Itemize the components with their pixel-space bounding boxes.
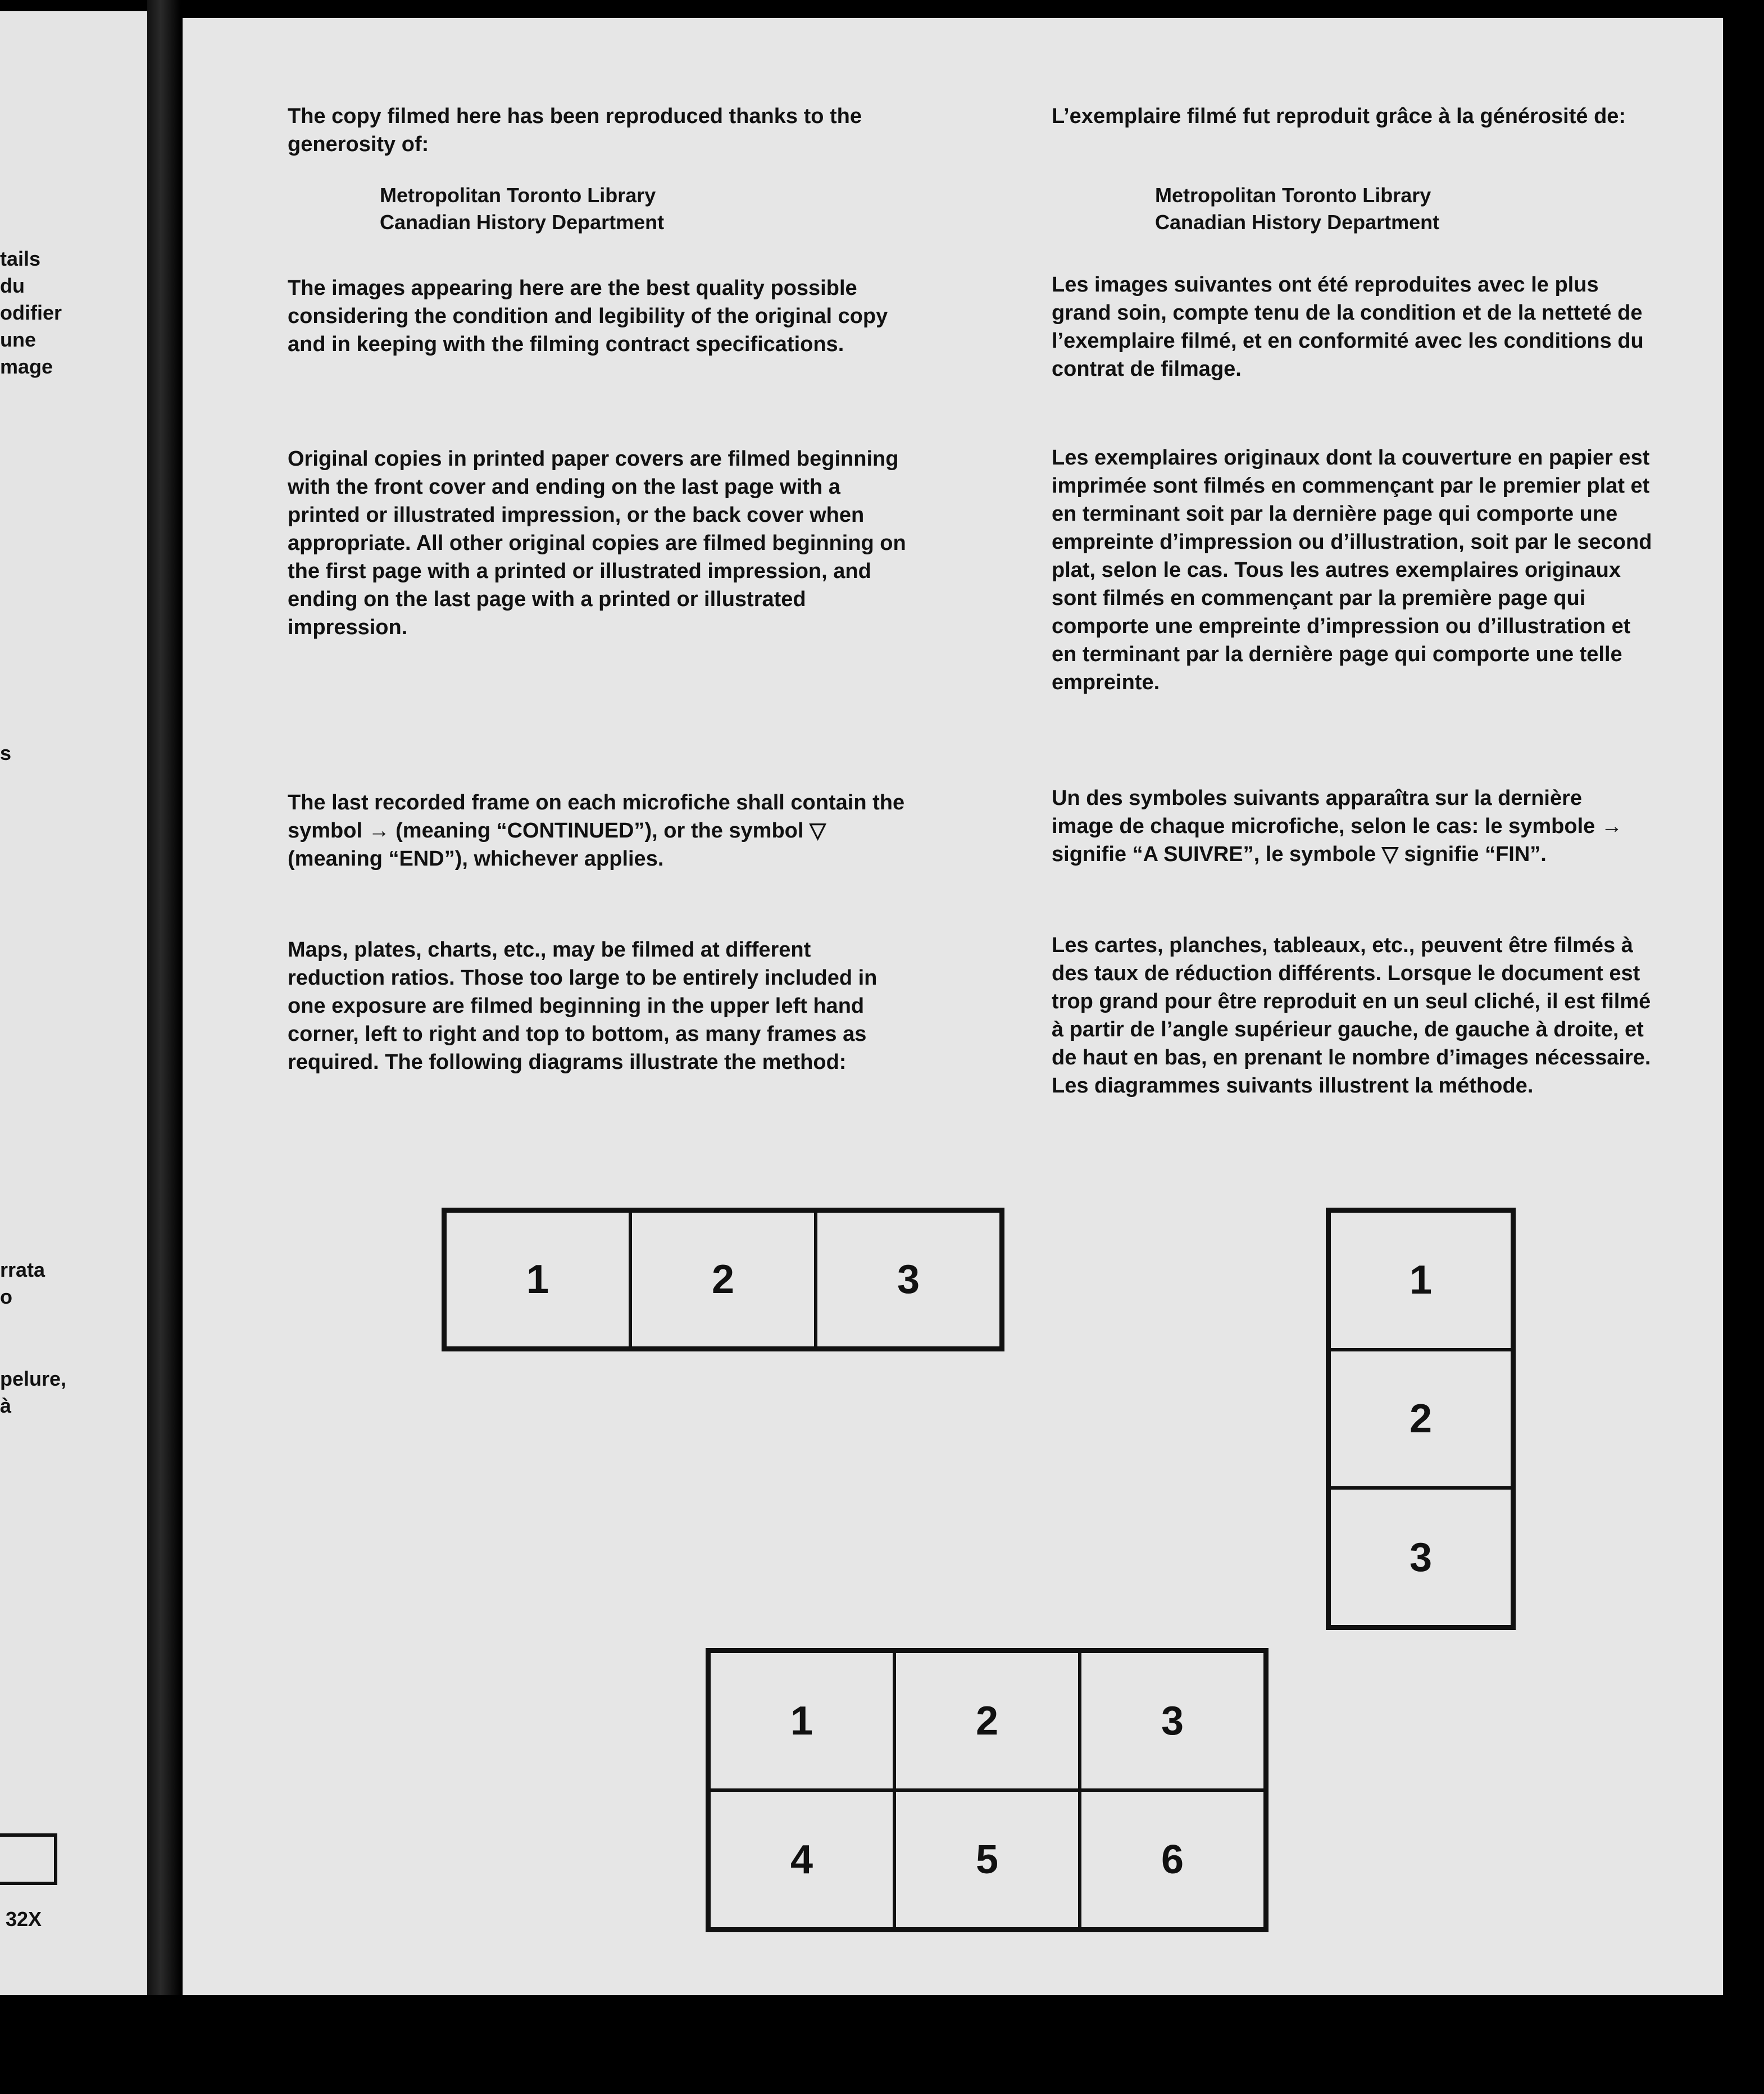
edge-fragment: rrata xyxy=(0,1258,46,1281)
frame-cell: 4 xyxy=(709,1790,894,1929)
french-symbol-paragraph: Un des symboles suivants apparaîtra sur la dernière image de chaque microfiche, selon le cas: le symbole → signifie “A SUIVRE”, le symbole ▽ signifie “FIN”. xyxy=(1052,786,1622,866)
frame-cell: 2 xyxy=(894,1651,1080,1790)
frame-cell: 3 xyxy=(816,1211,1001,1348)
edge-fragment: tails xyxy=(0,247,41,270)
frame-border-right xyxy=(1723,0,1764,2094)
edge-fragment: mage xyxy=(0,355,53,378)
edge-fragment: du xyxy=(0,274,25,297)
diagram-column-frames xyxy=(1326,1208,1516,1630)
frame-border-bottom xyxy=(0,1995,1764,2094)
frame-cell: 1 xyxy=(1329,1211,1512,1350)
english-library: Metropolitan Toronto Library Canadian History Department xyxy=(380,184,665,234)
english-quality-paragraph: The images appearing here are the best quality possible considering the condition and legibility of the original copy and in keeping with the filming contract specifications. xyxy=(288,276,888,356)
frame-cell: 1 xyxy=(445,1211,630,1348)
frame-cell: 5 xyxy=(894,1790,1080,1929)
page-binding-shadow xyxy=(147,0,181,2094)
french-library: Metropolitan Toronto Library Canadian History Department xyxy=(1155,184,1440,234)
frame-cell: 3 xyxy=(1080,1651,1265,1790)
french-covers-paragraph: Les exemplaires originaux dont la couverture en papier est imprimée sont filmés en commençant par le premier plat et en terminant soit par la dernière page qui comporte une empreinte d’impression ou d’illustration, soit par le second plat, selon le cas. Tous les autres exemplaires originaux sont filmés en commençant par la première page qui comporte une empreinte d’impression ou d’illustration et en terminant par la dernière page qui comporte une telle empreinte. xyxy=(1052,446,1652,694)
frame-cell: 2 xyxy=(630,1211,816,1348)
edge-fragment: o xyxy=(0,1285,12,1308)
edge-fragment: à xyxy=(0,1394,12,1417)
resolution-label: 32X xyxy=(6,1908,42,1931)
edge-fragment: pelure, xyxy=(0,1367,67,1390)
resolution-target-box xyxy=(0,1833,57,1885)
english-maps-paragraph: Maps, plates, charts, etc., may be filmed at different reduction ratios. Those too large to be entirely included in one exposure are filmed beginning in the upper left hand corner, left to right and top to bottom, as many frames as required. The following diagrams illustrate the method: xyxy=(288,938,878,1074)
french-intro: L’exemplaire filmé fut reproduit grâce à la générosité de: xyxy=(1052,104,1626,128)
frame-cell: 6 xyxy=(1080,1790,1265,1929)
edge-fragment: odifier xyxy=(0,301,62,324)
diagram-grid-frames xyxy=(706,1648,1269,1932)
english-intro: The copy filmed here has been reproduced thanks to the generosity of: xyxy=(288,104,862,156)
diagram-row-frames xyxy=(442,1208,1004,1351)
edge-fragment: s xyxy=(0,741,12,764)
english-symbol-paragraph: The last recorded frame on each microfiche shall contain the symbol → (meaning “CONTINUED”), or the symbol ▽ (meaning “END”), whichever applies. xyxy=(288,791,905,871)
french-maps-paragraph: Les cartes, planches, tableaux, etc., peuvent être filmés à des taux de réduction différents. Lorsque le document est trop grand pour être reproduit en un seul cliché, il est filmé à partir de l’angle supérieur gauche, de gauche à droite, et de haut en bas, en prenant le nombre d’images nécessaire. Les diagrammes suivants illustrent la méthode. xyxy=(1052,934,1651,1098)
frame-cell: 2 xyxy=(1329,1350,1512,1488)
french-quality-paragraph: Les images suivantes ont été reproduites avec le plus grand soin, compte tenu de la condition et de la netteté de l’exemplaire filmé, et en conformité avec les conditions du contrat de filmage. xyxy=(1052,273,1644,381)
frame-cell: 1 xyxy=(709,1651,894,1790)
frame-cell: 3 xyxy=(1329,1488,1512,1627)
previous-page-edge xyxy=(0,11,147,2033)
edge-fragment: une xyxy=(0,328,37,351)
english-covers-paragraph: Original copies in printed paper covers are filmed beginning with the front cover and ending on the last page with a printed or illustrated impression, or the back cover when appropriate. All other original copies are filmed beginning on the first page with a printed or illustrated impression, and ending on the last page with a printed or illustrated impression. xyxy=(288,447,906,639)
